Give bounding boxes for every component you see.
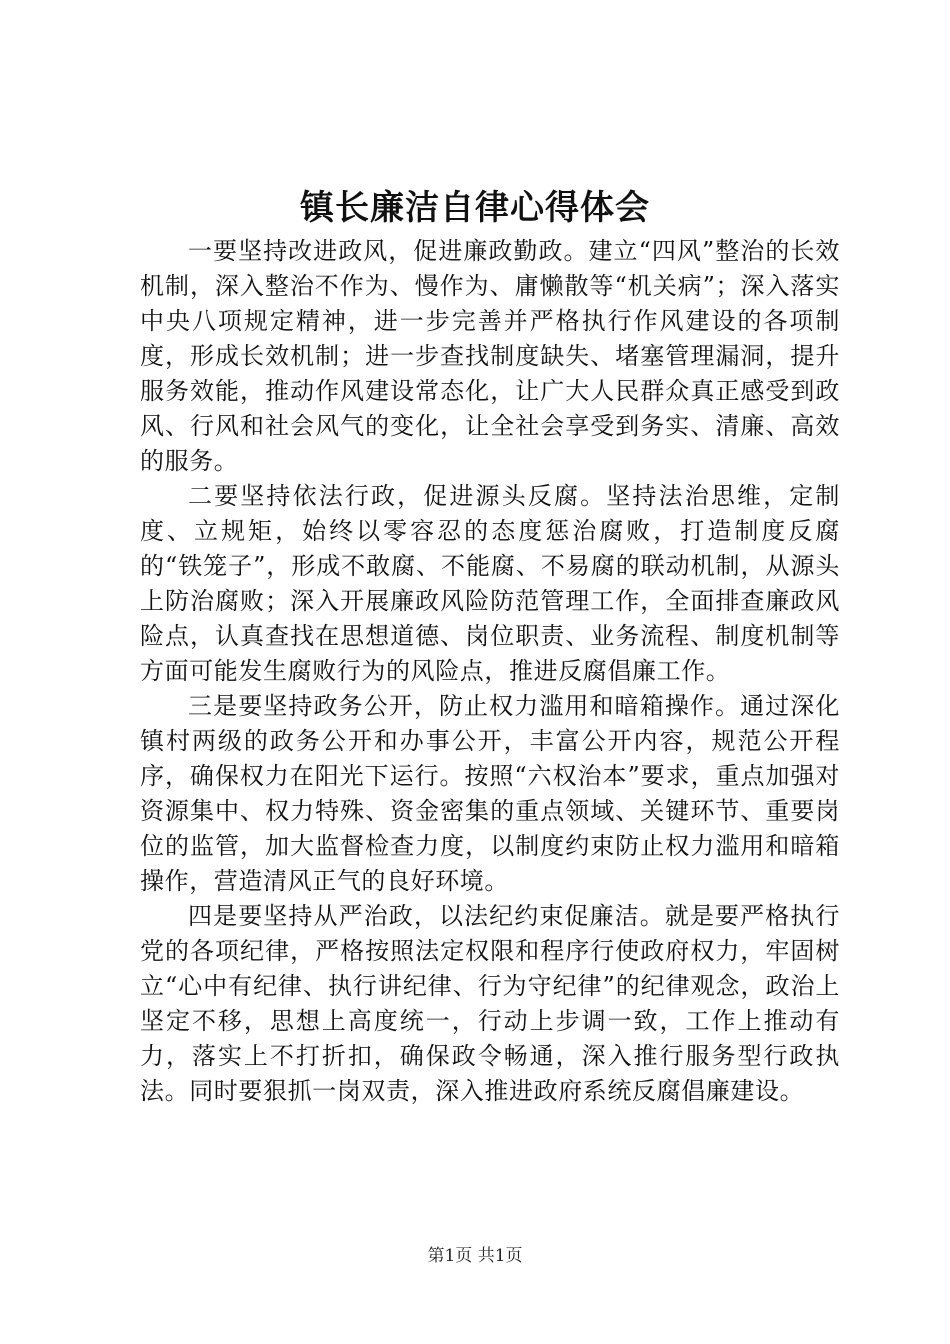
document-body: [140, 234, 840, 1109]
paragraph-4: 四是要坚持从严治政，以法纪约束促廉洁。就是要严格执行党的各项纪律，严格按照法定权限和程序行使政府权力，牢固树立“心中有纪律、执行讲纪律、行为守纪律”的纪律观念，政治上坚定不移，思想上高度统一，行动上步调一致，工作上推动有力，落实上不打折扣，确保政令畅通，深入推行服务型行政执法。同时要狠抓一岗双责，深入推进政府系统反腐倡廉建设。: [140, 902, 840, 1105]
paragraph-2: 二要坚持依法行政，促进源头反腐。坚持法治思维，定制度、立规矩，始终以零容忍的态度惩治腐败，打造制度反腐的“铁笼子”，形成不敢腐、不能腐、不易腐的联动机制，从源头上防治腐败；深入开展廉政风险防范管理工作，全面排查廉政风险点，认真查找在思想道德、岗位职责、业务流程、制度机制等方面可能发生腐败行为的风险点，推进反腐倡廉工作。: [140, 482, 840, 685]
paragraph-3: 三是要坚持政务公开，防止权力滥用和暗箱操作。通过深化镇村两级的政务公开和办事公开，丰富公开内容，规范公开程序，确保权力在阳光下运行。按照“六权治本”要求，重点加强对资源集中、权力特殊、资金密集的重点领域、关键环节、重要岗位的监管，加大监督检查力度，以制度约束防止权力滥用和暗箱操作，营造清风正气的良好环境。: [140, 692, 840, 895]
paragraph-1: 一要坚持改进政风，促进廉政勤政。建立“四风”整治的长效机制，深入整治不作为、慢作为、庸懒散等“机关病”；深入落实中央八项规定精神，进一步完善并严格执行作风建设的各项制度，形成长效机制；进一步查找制度缺失、堵塞管理漏洞，提升服务效能，推动作风建设常态化，让广大人民群众真正感受到政风、行风和社会风气的变化，让全社会享受到务实、清廉、高效的服务。: [140, 237, 840, 475]
document-title: 镇长廉洁自律心得体会: [300, 188, 650, 228]
page-number-footer: 第1页 共1页: [427, 1246, 523, 1266]
